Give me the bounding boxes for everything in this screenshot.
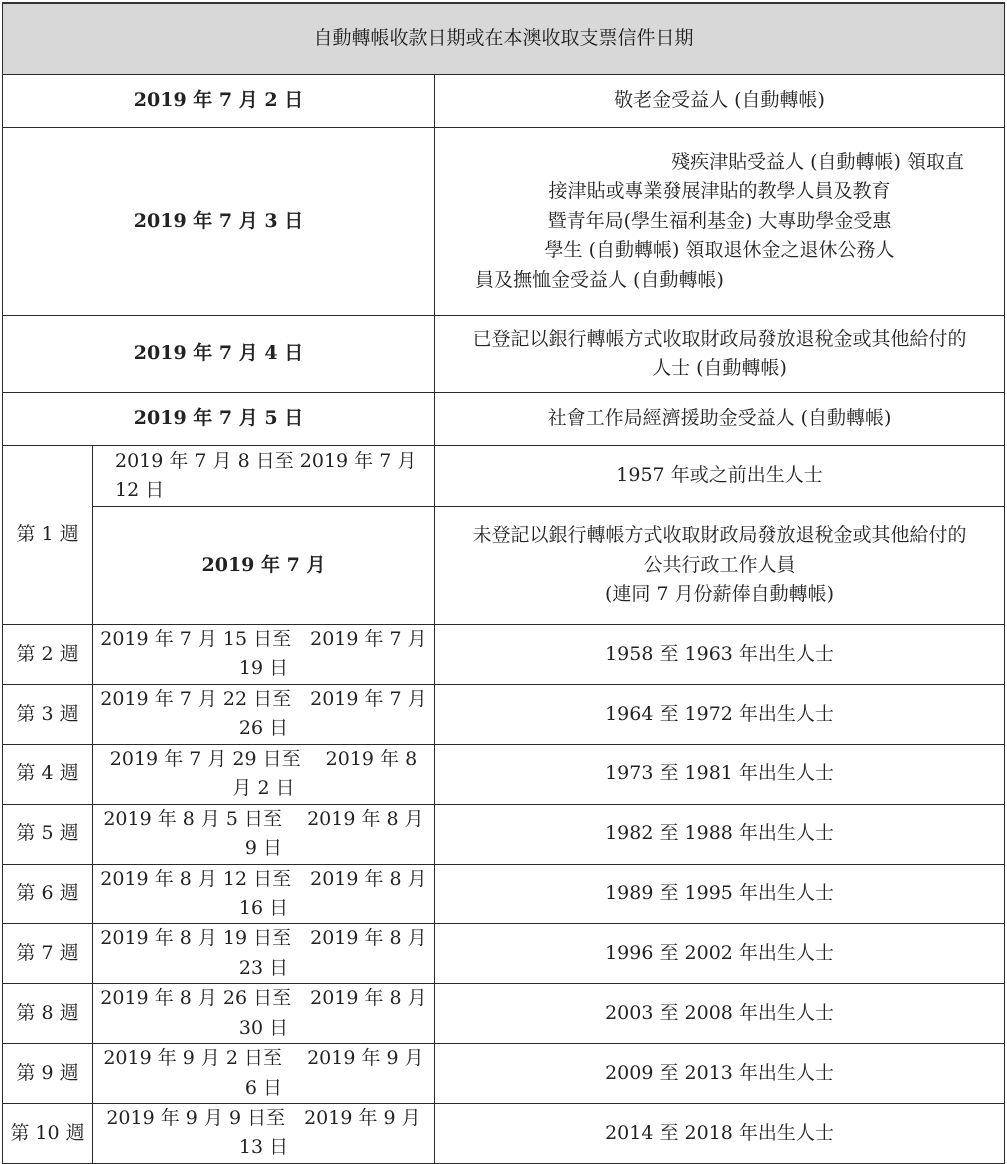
description-cell: 1996 至 2002 年出生人士 — [435, 924, 1005, 984]
table-row — [3, 75, 1005, 128]
week-label: 第 1 週 — [3, 446, 93, 625]
description-line: 已登記以銀行轉帳方式收取財政局發放退稅金或其他給付的 — [472, 327, 967, 350]
description-line: 暨青年局(學生福利基金) 大專助學金受惠 — [547, 209, 892, 232]
table-header-row — [3, 3, 1005, 75]
description-line: 接津貼或專業發展津貼的教學人員及教育 — [548, 180, 891, 203]
description-line: 員及撫恤金受益人 (自動轉帳) — [475, 268, 724, 291]
description-cell: 2003 至 2008 年出生人士 — [435, 984, 1005, 1044]
week-label: 第 9 週 — [3, 1044, 93, 1104]
description-cell: 1964 至 1972 年出生人士 — [435, 684, 1005, 744]
week-label: 第 10 週 — [3, 1104, 93, 1164]
description-cell: 1957 年或之前出生人士 — [435, 446, 1005, 507]
description-cell — [435, 128, 1005, 316]
description-line: 公共行政工作人員 — [643, 553, 796, 576]
date-cell: 2019 年 9 月 2 日至 2019 年 9 月 6 日 — [93, 1044, 435, 1104]
date-cell: 2019 年 8 月 12 日至 2019 年 8 月 16 日 — [93, 864, 435, 924]
table-row — [3, 507, 1005, 625]
table-row — [3, 984, 1005, 1044]
table-row — [3, 393, 1005, 446]
week-label: 第 3 週 — [3, 684, 93, 744]
table-header: 自動轉帳收款日期或在本澳收取支票信件日期 — [3, 3, 1005, 75]
description-cell: 2014 至 2018 年出生人士 — [435, 1104, 1005, 1164]
table-row — [3, 684, 1005, 744]
date-cell — [93, 446, 435, 507]
description-cell — [435, 316, 1005, 393]
table-row — [3, 744, 1005, 804]
date-line: 12 日 — [115, 479, 165, 501]
week-label: 第 5 週 — [3, 804, 93, 864]
description-line: (連同 7 月份薪俸自動轉帳) — [605, 583, 834, 606]
description-cell: 2009 至 2013 年出生人士 — [435, 1044, 1005, 1104]
description-line: 殘疾津貼受益人 (自動轉帳) 領取直 — [671, 150, 965, 173]
date-cell: 2019 年 9 月 9 日至 2019 年 9 月 13 日 — [93, 1104, 435, 1164]
description-cell: 1973 至 1981 年出生人士 — [435, 744, 1005, 804]
date-cell: 2019 年 7 月 29 日至 2019 年 8 月 2 日 — [93, 744, 435, 804]
description-line: 學生 (自動轉帳) 領取退休金之退休公務人 — [544, 239, 895, 262]
week-label: 第 7 週 — [3, 924, 93, 984]
table-row — [3, 864, 1005, 924]
description-line: 人士 (自動轉帳) — [652, 357, 787, 379]
description-cell: 1982 至 1988 年出生人士 — [435, 804, 1005, 864]
week-label: 第 2 週 — [3, 625, 93, 685]
date-cell: 2019 年 7 月 3 日 — [3, 128, 435, 316]
table-row — [3, 625, 1005, 685]
date-cell: 2019 年 7 月 2 日 — [3, 75, 435, 128]
table-row — [3, 128, 1005, 316]
date-cell: 2019 年 7 月 15 日至 2019 年 7 月 19 日 — [93, 625, 435, 685]
description-cell: 1958 至 1963 年出生人士 — [435, 625, 1005, 685]
description-line: 未登記以銀行轉帳方式收取財政局發放退稅金或其他給付的 — [472, 524, 967, 547]
payment-schedule-table — [2, 2, 1005, 1164]
table-row — [3, 1104, 1005, 1164]
table-row — [3, 804, 1005, 864]
week-label: 第 4 週 — [3, 744, 93, 804]
date-cell: 2019 年 7 月 5 日 — [3, 393, 435, 446]
date-cell: 2019 年 8 月 19 日至 2019 年 8 月 23 日 — [93, 924, 435, 984]
table-row — [3, 446, 1005, 507]
date-cell: 2019 年 8 月 5 日至 2019 年 8 月 9 日 — [93, 804, 435, 864]
week-label: 第 6 週 — [3, 864, 93, 924]
date-cell: 2019 年 7 月 22 日至 2019 年 7 月 26 日 — [93, 684, 435, 744]
description-cell: 1989 至 1995 年出生人士 — [435, 864, 1005, 924]
table-row — [3, 316, 1005, 393]
date-cell: 2019 年 7 月 4 日 — [3, 316, 435, 393]
description-cell: 敬老金受益人 (自動轉帳) — [435, 75, 1005, 128]
table-row — [3, 1044, 1005, 1104]
date-cell: 2019 年 7 月 — [93, 507, 435, 625]
date-line: 2019 年 7 月 8 日至 2019 年 7 月 — [115, 449, 417, 472]
description-cell — [435, 507, 1005, 625]
date-cell: 2019 年 8 月 26 日至 2019 年 8 月 30 日 — [93, 984, 435, 1044]
description-cell: 社會工作局經濟援助金受益人 (自動轉帳) — [435, 393, 1005, 446]
week-label: 第 8 週 — [3, 984, 93, 1044]
table-row — [3, 924, 1005, 984]
